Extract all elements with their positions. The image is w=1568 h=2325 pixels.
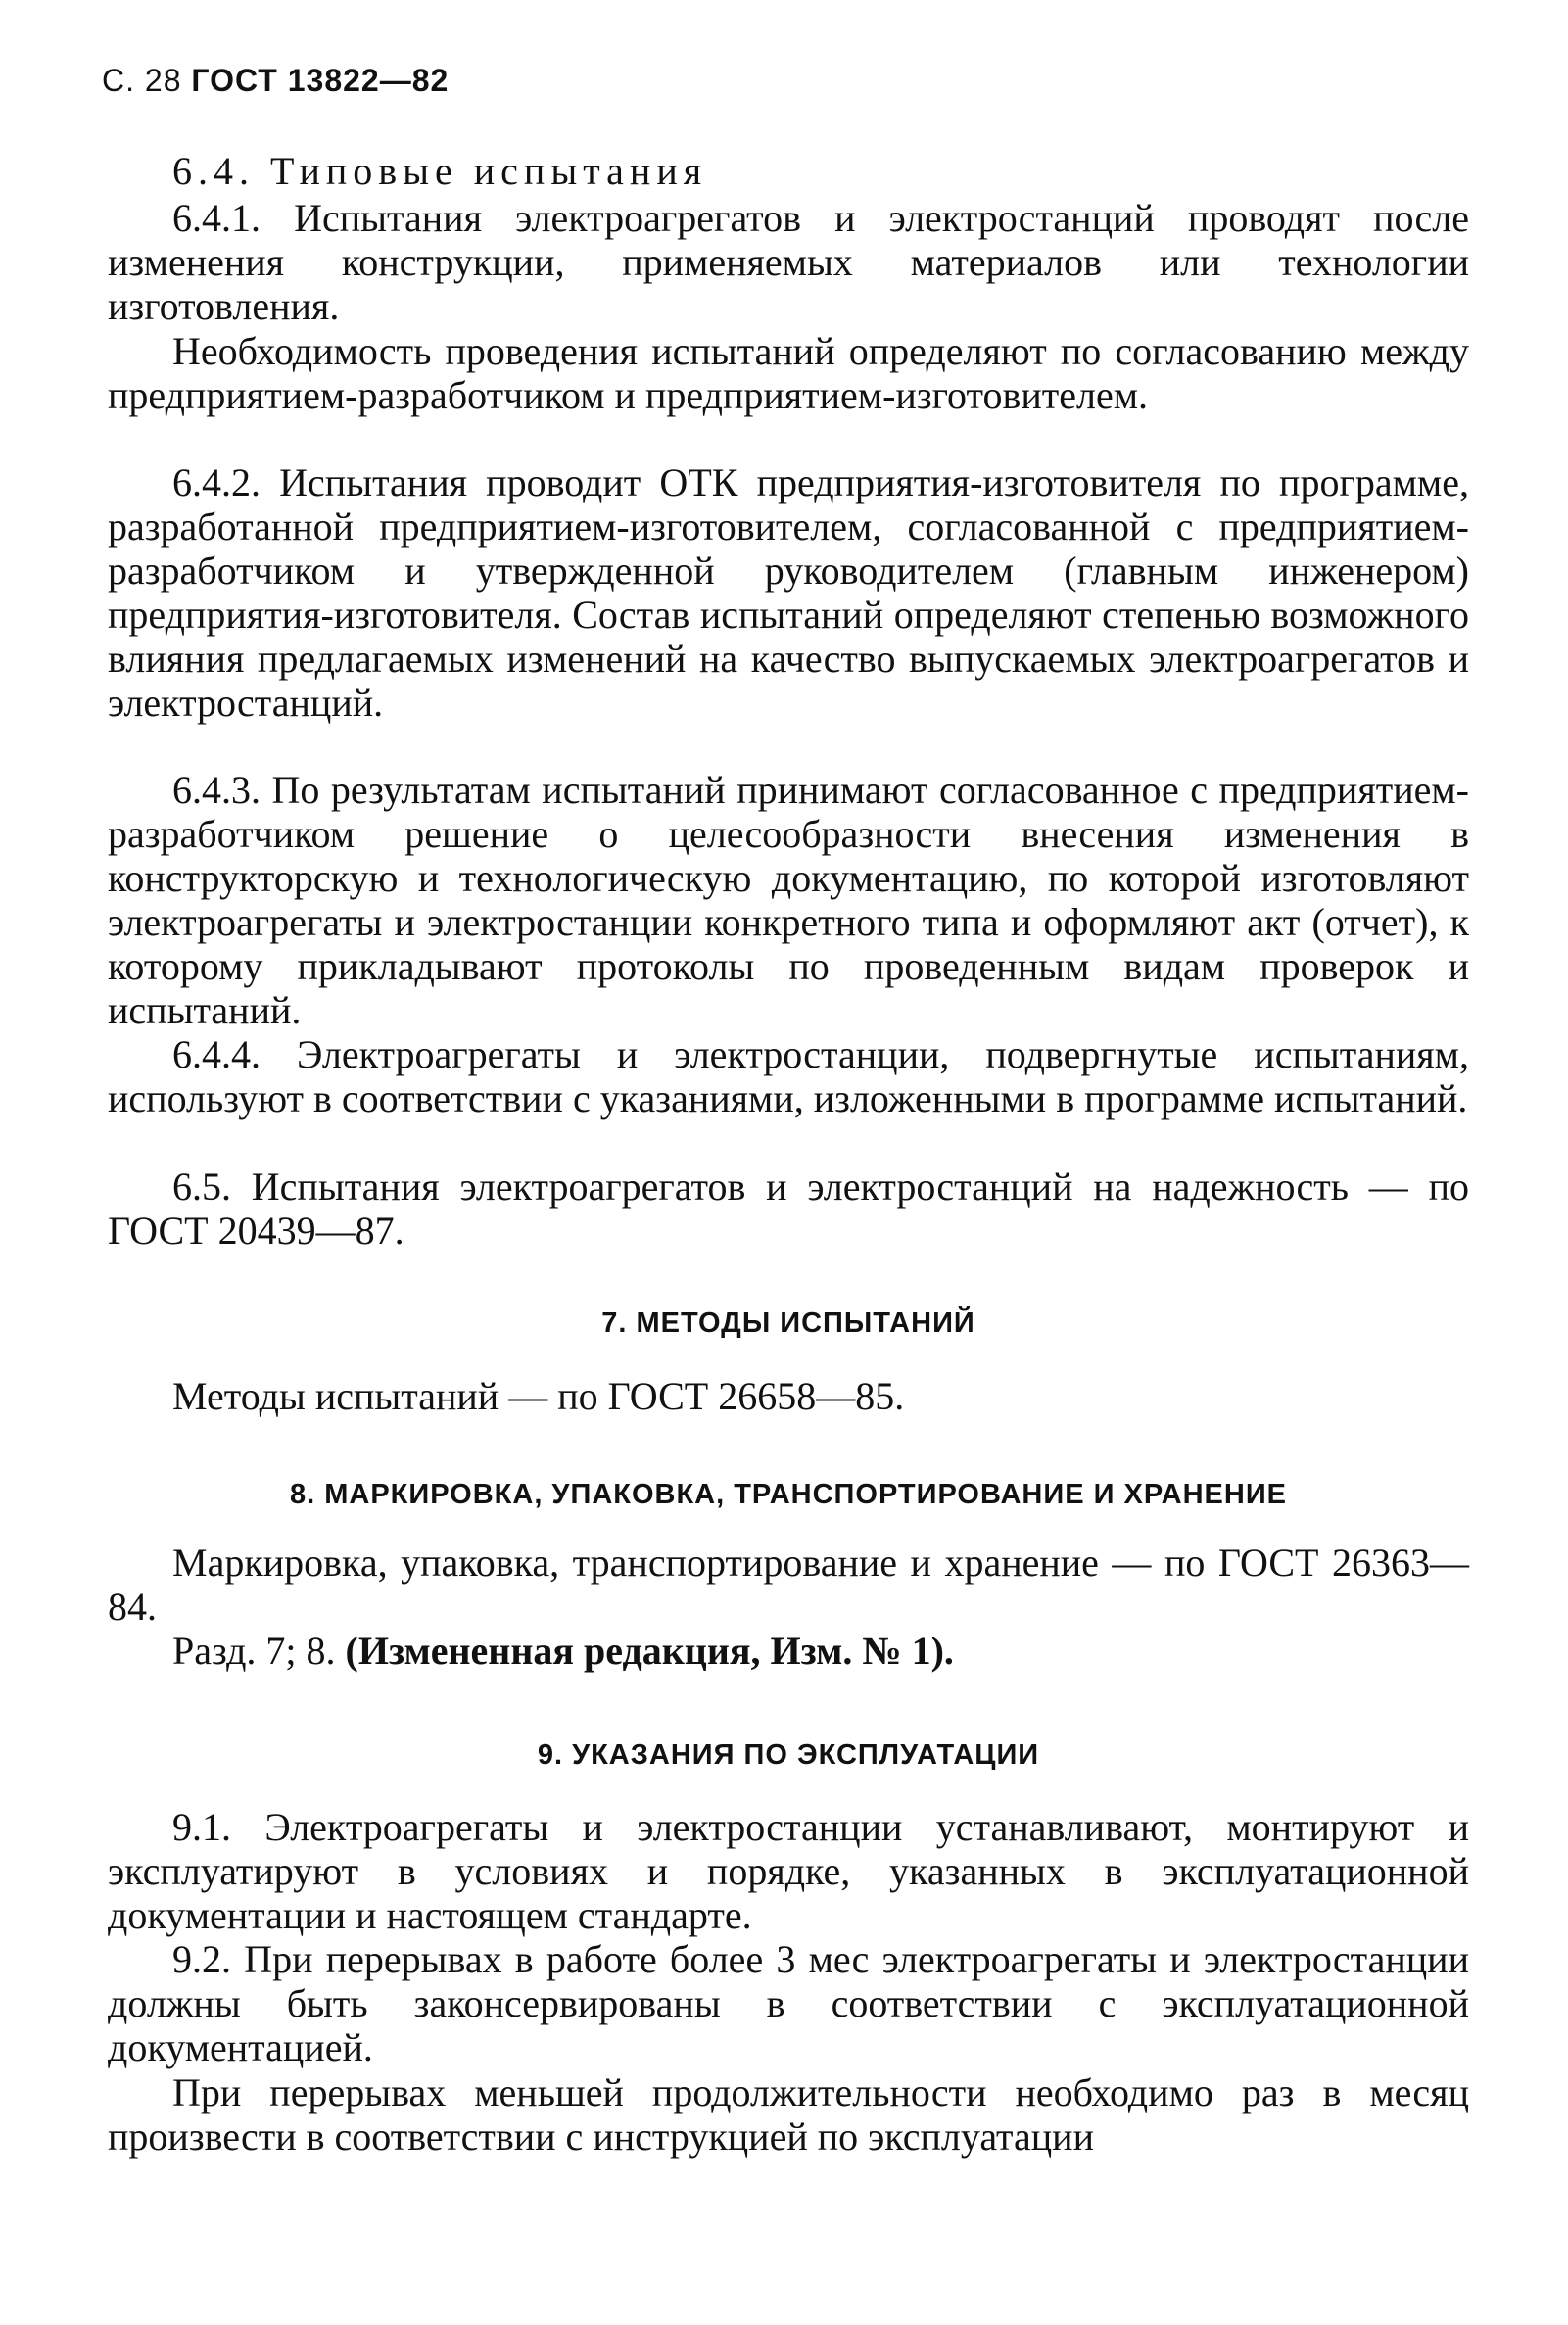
clause-6-4-title: 6.4. Типовые испытания: [172, 149, 708, 193]
clause-9-1: 9.1. Электроагрегаты и электростанции устанавливают, монтируют и эксплуатируют в условиях и порядке, указанных в эксплуатационной документации и настоящем стандарте.: [108, 1805, 1469, 1937]
clause-6-4-2: 6.4.2. Испытания проводит ОТК предприятия-изготовителя по программе, разработанной предприятием-изготовителем, согласованной с предприятием-разработчиком и утвержденной руководителем (главным инженером) предприятия-изготовителя. Состав испытаний определяют степенью возможного влияния предлагаемых изменений на качество выпускаемых электроагрегатов и электростанций.: [108, 460, 1469, 725]
amendment-note-prefix: Разд. 7; 8.: [172, 1629, 336, 1673]
section-8-heading: 8. МАРКИРОВКА, УПАКОВКА, ТРАНСПОРТИРОВАНИЕ И ХРАНЕНИЕ: [289, 1479, 1288, 1510]
clause-6-4-3: 6.4.3. По результатам испытаний принимают согласованное с предприятием-разработчиком решение о целесообразности внесения изменения в конструкторскую и технологическую документацию, по которой изготовляют электроагрегаты и электростанции конкретного типа и оформляют акт (отчет), к которому прикладывают протоколы по проведенным видам проверок и испытаний.: [108, 768, 1469, 1032]
clause-6-4-4: 6.4.4. Электроагрегаты и электростанции, подвергнутые испытаниям, используют в соответствии с указаниями, изложенными в программе испытаний.: [108, 1032, 1469, 1120]
clause-6-4-1: 6.4.1. Испытания электроагрегатов и электростанций проводят после изменения конструкции, применяемых материалов или технологии изготовления.: [108, 196, 1469, 328]
clause-6-4-1-paragraph-2: Необходимость проведения испытаний определяют по согласованию между предприятием-разработчиком и предприятием-изготовителем.: [108, 329, 1469, 417]
section-7-text: Методы испытаний — по ГОСТ 26658—85.: [172, 1374, 905, 1418]
section-7-heading: 7. МЕТОДЫ ИСПЫТАНИЙ: [601, 1307, 975, 1339]
page-number: С. 28: [102, 63, 182, 98]
amendment-note: [108, 1629, 1469, 1673]
clause-9-2-paragraph-2: При перерывах меньшей продолжительности необходимо раз в месяц произвести в соответствии с инструкцией по эксплуатации: [108, 2070, 1469, 2159]
clause-6-5: 6.5. Испытания электроагрегатов и электростанций на надежность — по ГОСТ 20439—87.: [108, 1164, 1469, 1253]
standard-number: ГОСТ 13822—82: [191, 63, 450, 98]
running-head: [102, 63, 449, 99]
clause-9-2: 9.2. При перерывах в работе более 3 мес электроагрегаты и электростанции должны быть законсервированы в соответствии с эксплуатационной документацией.: [108, 1937, 1469, 2069]
section-9-heading: 9. УКАЗАНИЯ ПО ЭКСПЛУАТАЦИИ: [537, 1739, 1040, 1771]
section-8-text: Маркировка, упаковка, транспортирование и хранение — по ГОСТ 26363—84.: [108, 1541, 1469, 1629]
amendment-note-bold: (Измененная редакция, Изм. № 1).: [345, 1629, 954, 1673]
